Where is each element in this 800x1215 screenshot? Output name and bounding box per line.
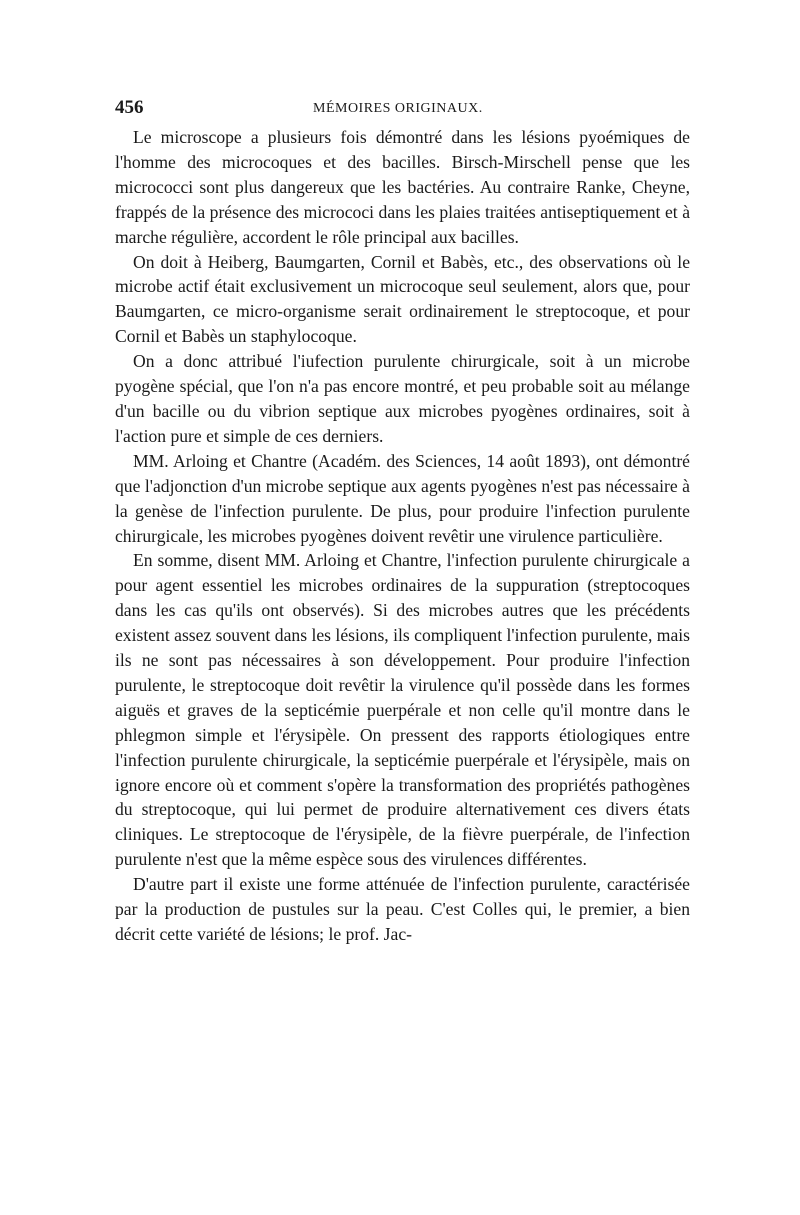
paragraph-arloing-chantre: MM. Arloing et Chantre (Académ. des Sciences, 14 août 1893), ont démontré que l'adjonction d'un microbe septique aux agents pyogènes n'est pas nécessaire à la genèse de l'infection purulente. De plus, pour produire l'infection purulente chirurgicale, les microbes pyogènes doivent revêtir une virulence particulière. bbox=[115, 450, 690, 546]
paragraph-microscope: Le microscope a plusieurs fois démontré dans les lésions pyoémiques de l'homme des microcoques et des bacilles. Birsch-Mirschell pense que les micrococci sont plus dangereux que les bactéries. Au contraire Ranke, Cheyne, frappés de la présence des micrococi dans les plaies traitées antiseptiquement et à marche régulière, accordent le rôle principal aux bacilles. bbox=[115, 127, 690, 247]
paragraph-en-somme: En somme, disent MM. Arloing et Chantre, l'infection purulente chirurgicale a pour agent essentiel les microbes ordinaires de la suppuration (streptocoques dans les cas qu'ils ont observés). Si des microbes autres que les précédents existent assez souvent dans les lésions, ils compliquent l'infection purulente, mais ils ne sont pas nécessaires à son développement. Pour produire l'infection purulente, le streptocoque doit revêtir la virulence qu'il possède dans les formes aiguës et graves de la septicémie puerpérale et non celle qu'il montre dans le phlegmon simple et l'érysipèle. On pressent des rapports étiologiques entre l'infection purulente chirurgicale, la septicémie puerpérale et l'érysipèle, mais on ignore encore où et comment s'opère la transformation des propriétés pathogènes du streptocoque, qui lui permet de produire alternativement ces divers états cliniques. Le streptocoque de l'érysipèle, de la fièvre puerpérale, de l'infection purulente n'est que la même espèce sous des virulences différentes. bbox=[115, 550, 690, 870]
running-title: MÉMOIRES ORIGINAUX. bbox=[313, 101, 483, 116]
paragraph-forme-attenuee: D'autre part il existe une forme atténuée de l'infection purulente, caractérisée par la production de pustules sur la peau. C'est Colles qui, le premier, a bien décrit cette variété de lésions; le prof. Jac- bbox=[115, 874, 690, 944]
page-header bbox=[115, 97, 690, 123]
page-number: 456 bbox=[115, 97, 144, 118]
body-text bbox=[115, 125, 690, 947]
paragraph-observations: On doit à Heiberg, Baumgarten, Cornil et Babès, etc., des observations où le microbe actif était exclusivement un microcoque seul seulement, alors que, pour Baumgarten, ce micro-organisme serait ordinairement le streptocoque, et pour Cornil et Babès un staphylocoque. bbox=[115, 251, 690, 347]
paragraph-attribution: On a donc attribué l'iufection purulente chirurgicale, soit à un microbe pyogène spécial, que l'on n'a pas encore montré, et peu probable soit au mélange d'un bacille ou du vibrion septique aux microbes pyogènes ordinaires, soit à l'action pure et simple de ces derniers. bbox=[115, 351, 690, 446]
